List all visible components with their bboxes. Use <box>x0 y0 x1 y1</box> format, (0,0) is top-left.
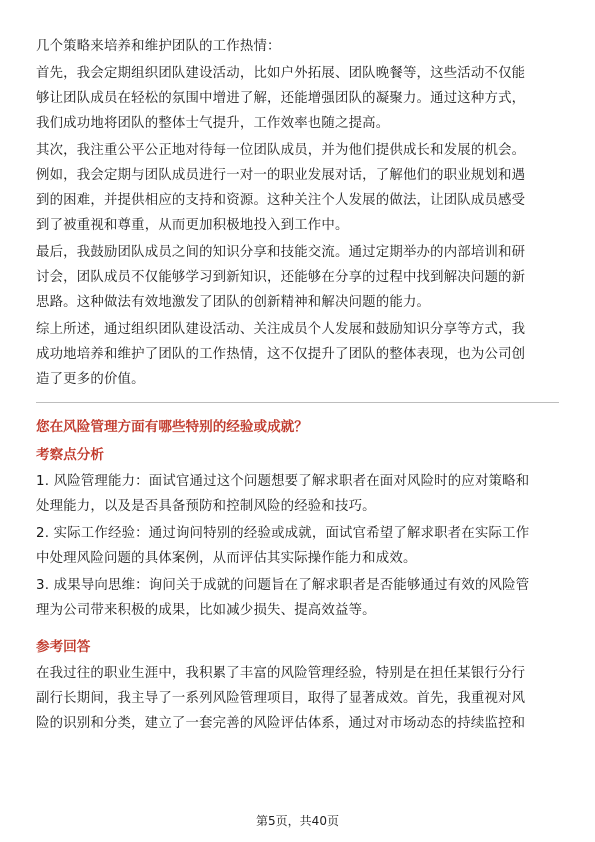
analysis-item-3: 3. 成果导向思维：询问关于成就的问题旨在了解求职者是否能够通过有效的风险管 理为公司带来积极的成果，比如减少损失、提高效益等。 <box>36 578 530 618</box>
analysis-heading: 考察点分析 <box>36 447 104 463</box>
intro-paragraph-3: 最后，我鼓励团队成员之间的知识分享和技能交流。通过定期举办的内部培训和研 讨会，团队成员不仅能够学习到新知识，还能够在分享的过程中找到解决问题的新 思路。这种做法有效地激发了团队的创新精神和解决问题的能力。 <box>36 245 526 310</box>
intro-paragraph-4: 综上所述，通过组织团队建设活动、关注成员个人发展和鼓励知识分享等方式，我 成功地培养和维护了团队的工作热情，这不仅提升了团队的整体表现，也为公司创 造了更多的价值。 <box>36 322 526 387</box>
document-page <box>36 34 559 738</box>
section-gap <box>36 625 559 635</box>
question-title: 您在风险管理方面有哪些特别的经验或成就？ <box>36 419 308 435</box>
analysis-item-1: 1. 风险管理能力：面试官通过这个问题想要了解求职者在面对风险时的应对策略和 处理能力，以及是否具备预防和控制风险的经验和技巧。 <box>36 474 530 514</box>
page-number: 第5页，共40页 <box>256 814 339 828</box>
answer-heading: 参考回答 <box>36 639 91 655</box>
intro-paragraph-1: 首先，我会定期组织团队建设活动，比如户外拓展、团队晚餐等，这些活动不仅能 够让团队成员在轻松的氛围中增进了解，还能增强团队的凝聚力。通过这种方式， 我们成功地将团队的整体士气提升，工作效率也随之提高。 <box>36 66 526 131</box>
section-divider <box>36 402 559 403</box>
answer-paragraph-1: 在我过往的职业生涯中，我积累了丰富的风险管理经验，特别是在担任某银行分行 副行长期间，我主导了一系列风险管理项目，取得了显著成效。首先，我重视对风 险的识别和分类，建立了一套完善的风险评估体系，通过对市场动态的持续监控和 <box>36 666 526 731</box>
analysis-item-2: 2. 实际工作经验：通过询问特别的经验或成就，面试官希望了解求职者在实际工作 中处理风险问题的具体案例，从而评估其实际操作能力和成效。 <box>36 526 530 566</box>
intro-paragraph-2: 其次，我注重公平公正地对待每一位团队成员，并为他们提供成长和发展的机会。 例如，我会定期与团队成员进行一对一的职业发展对话，了解他们的职业规划和遇 到的困难，并提供相应的支持和资源。这种关注个人发展的做法，让团队成员感受 到了被重视和尊重，从而更加积极地投入到工作中。 <box>36 143 526 233</box>
intro-lead: 几个策略来培养和维护团队的工作热情： <box>36 39 281 54</box>
